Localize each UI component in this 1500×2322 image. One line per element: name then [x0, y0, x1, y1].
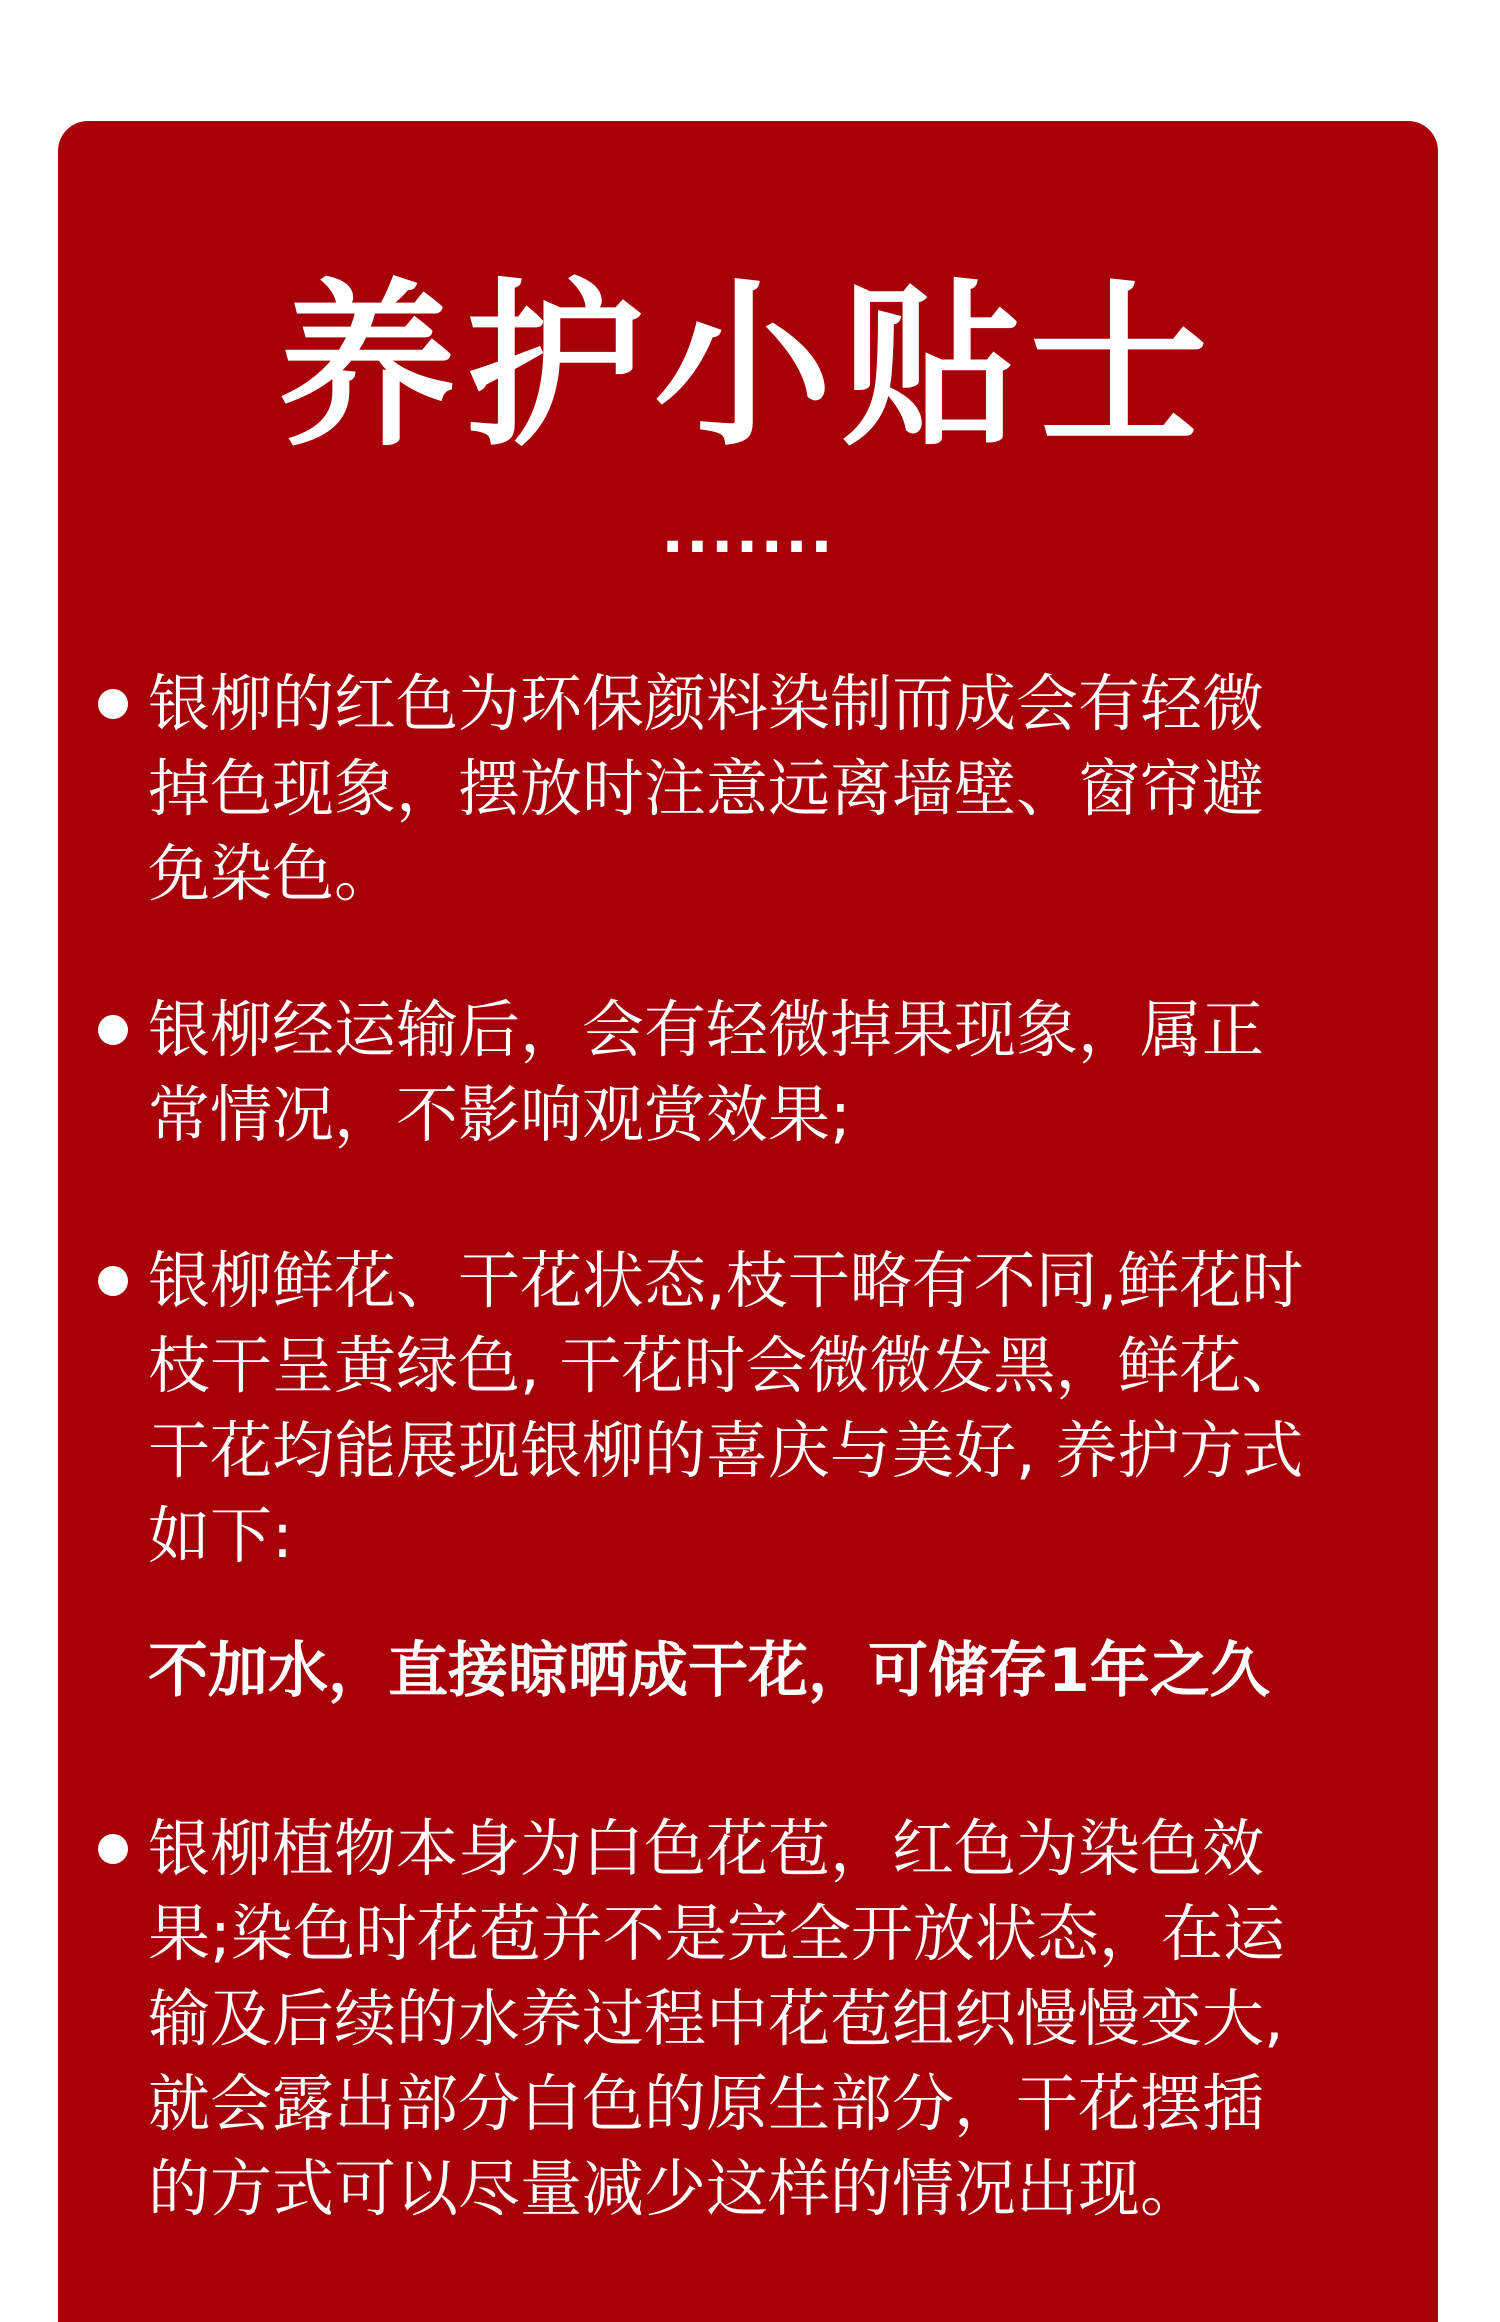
tip-item	[148, 661, 1468, 916]
tip-line: 干花均能展现银柳的喜庆与美好, 养护方式	[148, 1414, 1304, 1487]
tip-line: 常情况，不影响观赏效果;	[148, 1078, 851, 1151]
care-tips-card	[58, 121, 1438, 2322]
tip-line: 的方式可以尽量减少这样的情况出现。	[148, 2152, 1203, 2225]
page-title: 养护小贴士	[278, 263, 1218, 470]
tip-line: 果;染色时花苞并不是完全开放状态，在运	[148, 1897, 1285, 1970]
tip-item	[148, 1806, 1468, 2231]
tip-line: 输及后续的水养过程中花苞组织慢慢变大,	[148, 1982, 1284, 2055]
tip-line: 银柳经运输后，会有轻微掉果现象，属正	[148, 993, 1265, 1066]
tip-line: 如下:	[148, 1499, 293, 1572]
bullet-icon	[98, 1015, 128, 1045]
bullet-icon	[98, 1834, 128, 1864]
title-divider: ·······	[661, 512, 835, 582]
tip-item	[148, 1238, 1468, 1578]
storage-emphasis: 不加水，直接晾晒成干花，可储存1年之久	[148, 1636, 1270, 1706]
tip-line: 就会露出部分白色的原生部分，干花摆插	[148, 2067, 1265, 2140]
bullet-icon	[98, 689, 128, 719]
tip-item	[148, 987, 1468, 1157]
tip-line: 银柳植物本身为白色花苞，红色为染色效	[148, 1812, 1265, 1885]
tip-line: 银柳的红色为环保颜料染制而成会有轻微	[148, 667, 1265, 740]
tip-line: 免染色。	[148, 837, 397, 910]
tip-line: 枝干呈黄绿色, 干花时会微微发黑，鲜花、	[148, 1329, 1304, 1402]
tip-line: 掉色现象，摆放时注意远离墙壁、窗帘避	[148, 752, 1265, 825]
tip-line: 银柳鲜花、干花状态,枝干略有不同,鲜花时	[148, 1244, 1304, 1317]
bullet-icon	[98, 1266, 128, 1296]
